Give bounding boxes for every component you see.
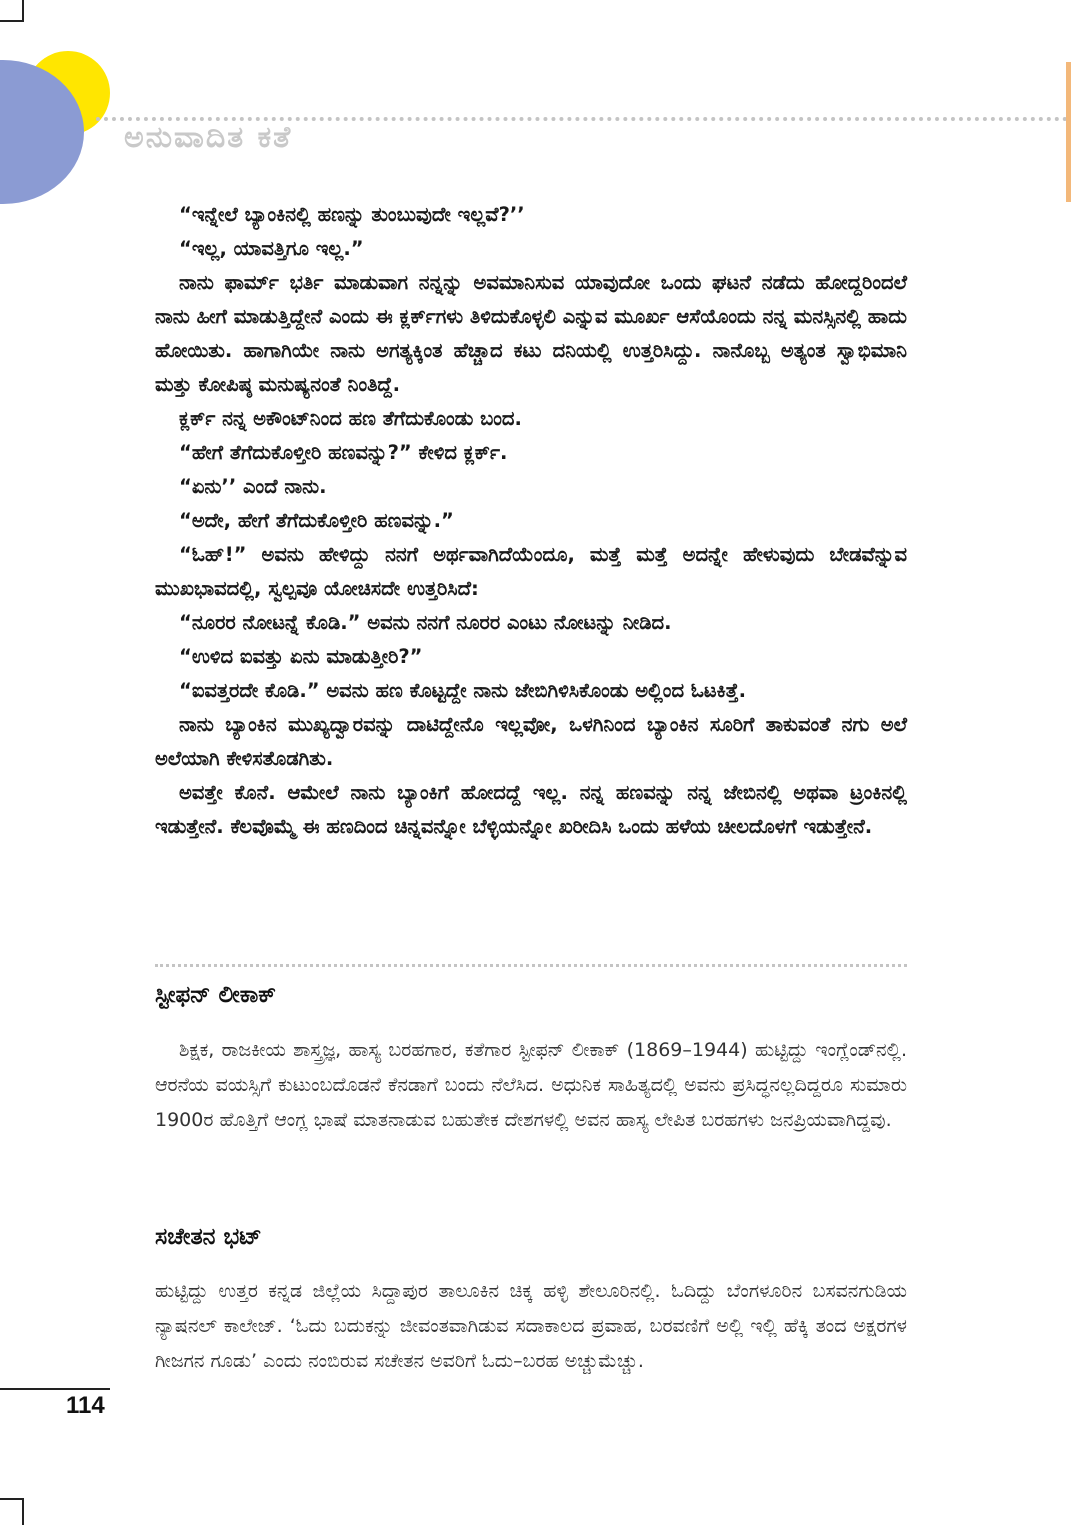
section-dotted-divider [155, 964, 907, 967]
author-heading: ಸ್ಟೀಫನ್ ಲೀಕಾಕ್ [155, 982, 277, 1008]
side-accent-bar [1066, 62, 1071, 202]
story-paragraph: “ಉಳಿದ ಐವತ್ತು ಏನು ಮಾಡುತ್ತೀರಿ?” [179, 645, 423, 668]
story-paragraph: “ಐವತ್ತರದೇ ಕೊಡಿ.” ಅವನು ಹಣ ಕೊಟ್ಟದ್ದೇ ನಾನು ಜೇಬಿಗಿಳಿಸಿಕೊಂಡು ಅಲ್ಲಿಂದ ಓಟಕಿತ್ತೆ. [179, 679, 746, 702]
crop-mark-bottom-left-h [0, 1498, 24, 1500]
story-paragraph: ನಾನು ಫಾರ್ಮ್ ಭರ್ತಿ ಮಾಡುವಾಗ ನನ್ನನ್ನು ಅವಮಾನಿಸುವ ಯಾವುದೋ ಒಂದು ಘಟನೆ ನಡೆದು ಹೋದ್ದರಿಂದಲೆ ನಾನು ಹೀಗೆ ಮಾಡುತ್ತಿದ್ದೇನೆ ಎಂದು ಈ ಕ್ಲರ್ಕ್‌ಗಳು ತಿಳಿದುಕೊಳ್ಳಲಿ ಎನ್ನುವ ಮೂರ್ಖ ಆಸೆಯೊಂದು ನನ್ನ ಮನಸ್ಸಿನಲ್ಲಿ ಹಾದು ಹೋಯಿತು. ಹಾಗಾಗಿಯೇ ನಾನು ಅಗತ್ಯಕ್ಕಿಂತ ಹೆಚ್ಚಾದ ಕಟು ದನಿಯಲ್ಲಿ ಉತ್ತರಿಸಿದ್ದು. ನಾನೊಬ್ಬ ಅತ್ಯಂತ ಸ್ವಾಭಿಮಾನಿ ಮತ್ತು ಕೋಪಿಷ್ಠ ಮನುಷ್ಯನಂತೆ ನಿಂತಿದ್ದೆ. [155, 271, 907, 396]
translator-bio: ಹುಟ್ಟಿದ್ದು ಉತ್ತರ ಕನ್ನಡ ಜಿಲ್ಲೆಯ ಸಿದ್ದಾಪುರ ತಾಲೂಕಿನ ಚಿಕ್ಕ ಹಳ್ಳಿ ಶೇಲೂರಿನಲ್ಲಿ. ಓದಿದ್ದು ಬೆಂಗಳೂರಿನ ಬಸವನಗುಡಿಯ ನ್ಯಾಷನಲ್ ಕಾಲೇಜ್. ‘ಓದು ಬದುಕನ್ನು ಜೀವಂತವಾಗಿಡುವ ಸದಾಕಾಲದ ಪ್ರವಾಹ, ಬರವಣಿಗೆ ಅಲ್ಲಿ ಇಲ್ಲಿ ಹೆಕ್ಕಿ ತಂದ ಅಕ್ಷರಗಳ ಗೀಜಗನ ಗೂಡು’ ಎಂದು ನಂಬಿರುವ ಸಚೇತನ ಅವರಿಗೆ ಓದು–ಬರಹ ಅಚ್ಚುಮೆಚ್ಚು. [155, 1280, 907, 1372]
crop-mark-bottom-left-v [22, 1498, 24, 1525]
section-title: ಅನುವಾದಿತ ಕತೆ [124, 120, 293, 155]
story-paragraph: “ಇನ್ನೇಲೆ ಬ್ಯಾಂಕಿನಲ್ಲಿ ಹಣನ್ನು ತುಂಬುವುದೇ ಇಲ್ಲವೆ?’’ [179, 203, 525, 226]
page-number-rule [0, 1388, 110, 1390]
crop-mark-top-left-v [22, 0, 24, 20]
story-paragraph: “ಓಹ್!” ಅವನು ಹೇಳಿದ್ದು ನನಗೆ ಅರ್ಥವಾಗಿದೆಯೆಂದೂ, ಮತ್ತೆ ಮತ್ತೆ ಅದನ್ನೇ ಹೇಳುವುದು ಬೇಡವೆನ್ನುವ ಮುಖಭಾವದಲ್ಲಿ, ಸ್ವಲ್ಪವೂ ಯೋಚಿಸದೇ ಉತ್ತರಿಸಿದೆ: [155, 543, 907, 600]
page-number: 114 [66, 1392, 105, 1419]
story-body [155, 198, 907, 844]
story-paragraph: “ಏನು’’ ಎಂದೆ ನಾನು. [179, 475, 327, 498]
story-paragraph: “ಇಲ್ಲ, ಯಾವತ್ತಿಗೂ ಇಲ್ಲ.” [179, 237, 364, 260]
story-paragraph: “ಹೇಗೆ ತೆಗೆದುಕೊಳ್ತೀರಿ ಹಣವನ್ನು?” ಕೇಳಿದ ಕ್ಲರ್ಕ್. [179, 441, 508, 464]
crop-mark-top-left-h [0, 20, 24, 22]
story-paragraph: “ಅದೇ, ಹೇಗೆ ತೆಗೆದುಕೊಳ್ತೀರಿ ಹಣವನ್ನು.” [179, 509, 454, 532]
story-paragraph: ನಾನು ಬ್ಯಾಂಕಿನ ಮುಖ್ಯದ್ವಾರವನ್ನು ದಾಟಿದ್ದೇನೊ ಇಲ್ಲವೋ, ಒಳಗಿನಿಂದ ಬ್ಯಾಂಕಿನ ಸೂರಿಗೆ ತಾಕುವಂತೆ ನಗು ಅಲೆ ಅಲೆಯಾಗಿ ಕೇಳಿಸತೊಡಗಿತು. [155, 713, 907, 770]
story-paragraph: ಕ್ಲರ್ಕ್ ನನ್ನ ಅಕೌಂಟ್‌ನಿಂದ ಹಣ ತೆಗೆದುಕೊಂಡು ಬಂದ. [179, 407, 522, 430]
translator-heading: ಸಚೇತನ ಭಟ್ [155, 1224, 262, 1250]
story-paragraph: ಅವತ್ತೇ ಕೊನೆ. ಆಮೇಲೆ ನಾನು ಬ್ಯಾಂಕಿಗೆ ಹೋದದ್ದೆ ಇಲ್ಲ. ನನ್ನ ಹಣವನ್ನು ನನ್ನ ಜೇಬಿನಲ್ಲಿ ಅಥವಾ ಟ್ರಂಕಿನಲ್ಲಿ ಇಡುತ್ತೇನೆ. ಕೆಲವೊಮ್ಮೆ ಈ ಹಣದಿಂದ ಚಿನ್ನವನ್ನೋ ಬೆಳ್ಳಿಯನ್ನೋ ಖರೀದಿಸಿ ಒಂದು ಹಳೆಯ ಚೀಲದೊಳಗೆ ಇಡುತ್ತೇನೆ. [155, 781, 907, 838]
author-bio: ಶಿಕ್ಷಕ, ರಾಜಕೀಯ ಶಾಸ್ತ್ರಜ್ಞ, ಹಾಸ್ಯ ಬರಹಗಾರ, ಕತೆಗಾರ ಸ್ಟೀಫನ್ ಲೀಕಾಕ್ (1869–1944) ಹುಟ್ಟಿದ್ದು ಇಂಗ್ಲೆಂಡ್‌ನಲ್ಲಿ. ಆರನೆಯ ವಯಸ್ಸಿಗೆ ಕುಟುಂಬದೊಡನೆ ಕೆನಡಾಗೆ ಬಂದು ನೆಲೆಸಿದ. ಅಧುನಿಕ ಸಾಹಿತ್ಯದಲ್ಲಿ ಅವನು ಪ್ರಸಿದ್ಧನಲ್ಲದಿದ್ದರೂ ಸುಮಾರು 1900ರ ಹೊತ್ತಿಗೆ ಆಂಗ್ಲ ಭಾಷೆ ಮಾತನಾಡುವ ಬಹುತೇಕ ದೇಶಗಳಲ್ಲಿ ಅವನ ಹಾಸ್ಯ ಲೇಪಿತ ಬರಹಗಳು ಜನಪ್ರಿಯವಾಗಿದ್ದವು. [155, 1039, 907, 1131]
story-paragraph: “ನೂರರ ನೋಟನ್ನೆ ಕೊಡಿ.” ಅವನು ನನಗೆ ನೂರರ ಎಂಟು ನೋಟನ್ನು ನೀಡಿದ. [179, 611, 672, 634]
